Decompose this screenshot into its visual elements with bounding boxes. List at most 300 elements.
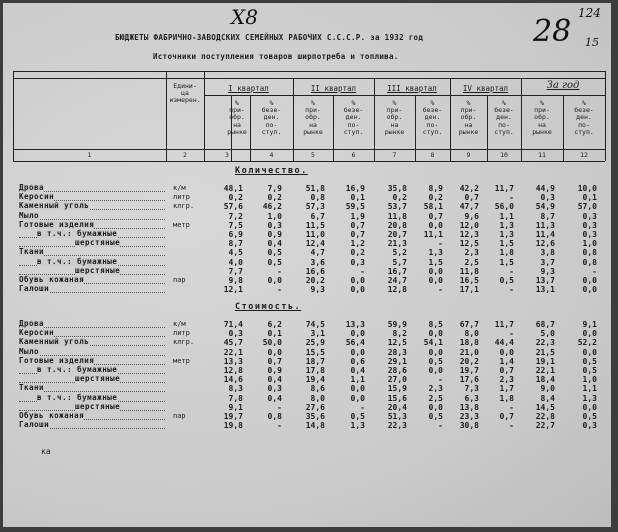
cost-cell: 54,1 xyxy=(423,338,443,348)
quantity-cell: 0,0 xyxy=(428,220,443,230)
quarter-header: II квартал xyxy=(310,84,357,93)
quantity-cell: 0,2 xyxy=(350,248,365,258)
quantity-cell: 5,7 xyxy=(392,257,407,267)
cost-cell: 14,8 xyxy=(305,421,325,431)
quantity-cell: - xyxy=(438,285,443,295)
cost-cell: 19,7 xyxy=(459,366,479,375)
cost-cell: 0,5 xyxy=(582,356,597,366)
cost-cell: 15,6 xyxy=(387,393,407,403)
quantity-cell: 1,0 xyxy=(267,211,282,221)
row-label: Готовые изделия xyxy=(19,219,95,229)
quantity-cell: 0,8 xyxy=(310,193,325,203)
quantity-cell: 16,7 xyxy=(387,266,407,276)
cost-cell: 0,1 xyxy=(267,329,282,339)
row-label: в т.ч.: бумажные xyxy=(37,365,118,374)
quantity-cell: 0,5 xyxy=(267,257,282,267)
quantity-cell: 9,3 xyxy=(540,266,555,276)
quantity-cell: 7,2 xyxy=(228,211,243,221)
quantity-cell: 1,9 xyxy=(350,211,365,221)
row-label: шерстяные xyxy=(75,374,121,384)
quantity-cell: 0,8 xyxy=(582,257,597,267)
column-number: 3 xyxy=(225,151,229,159)
row-unit: к/м xyxy=(173,320,186,328)
cost-cell: 5,0 xyxy=(540,329,555,339)
quantity-cell: 0,3 xyxy=(267,220,282,230)
cost-cell: 9,0 xyxy=(540,384,555,394)
quantity-cell: 11,3 xyxy=(535,220,555,230)
cost-cell: 13,3 xyxy=(223,356,243,366)
row-label: шерстяные xyxy=(75,401,121,411)
quantity-cell: 20,2 xyxy=(305,276,325,285)
cost-cell: 17,8 xyxy=(305,366,325,375)
cost-cell: 1,4 xyxy=(499,356,514,366)
quantity-cell: 0,0 xyxy=(428,266,443,276)
row-unit: клгр. xyxy=(173,202,195,211)
header-bottom-rule xyxy=(13,149,605,150)
cost-cell: 20,4 xyxy=(387,402,407,412)
quantity-cell: 5,2 xyxy=(392,248,407,258)
handwritten-number: 28 xyxy=(533,14,572,49)
quantity-cell: 20,8 xyxy=(387,220,407,230)
cost-cell: 21,5 xyxy=(535,347,555,357)
row-label: в т.ч.: бумажные xyxy=(37,256,118,266)
colnum-bottom-rule xyxy=(13,161,605,162)
row-label: Готовые изделия xyxy=(19,355,95,365)
quantity-cell: 12,3 xyxy=(459,230,479,239)
quantity-cell: 0,0 xyxy=(350,276,365,285)
row-unit: пар xyxy=(173,276,186,284)
cost-cell: 0,0 xyxy=(499,347,514,357)
row-unit: метр xyxy=(173,356,190,365)
quantity-cell: 11,0 xyxy=(305,230,325,239)
cost-cell: - xyxy=(438,375,443,385)
quantity-cell: 0,3 xyxy=(540,193,555,203)
quantity-cell: 1,1 xyxy=(499,211,514,221)
quantity-cell: 1,3 xyxy=(499,230,514,239)
row-unit: метр xyxy=(173,220,190,229)
cost-cell: 0,0 xyxy=(350,347,365,357)
cost-cell: 18,7 xyxy=(305,356,325,366)
cost-cell: - xyxy=(438,421,443,431)
cost-cell: 71,4 xyxy=(223,320,243,329)
column-divider xyxy=(605,71,606,161)
column-number: 12 xyxy=(580,151,588,159)
quantity-cell: 2,3 xyxy=(464,248,479,258)
column-number: 10 xyxy=(500,151,508,159)
cost-cell: 18,4 xyxy=(535,375,555,385)
quantity-cell: 1,8 xyxy=(499,248,514,258)
column-number: 8 xyxy=(430,151,435,159)
quantity-cell: 17,1 xyxy=(459,285,479,295)
free-supply-header: % безе- ден. по- ступ. xyxy=(261,99,282,136)
cost-cell: 0,0 xyxy=(428,329,443,339)
cost-cell: 29,1 xyxy=(387,356,407,366)
cost-cell: 0,0 xyxy=(350,384,365,394)
row-label: Мыло xyxy=(19,210,40,220)
quantity-cell: 54,9 xyxy=(535,202,555,212)
quantity-cell: 51,8 xyxy=(305,184,325,193)
quantity-cell: 0,3 xyxy=(582,230,597,239)
cost-cell: 19,1 xyxy=(535,356,555,366)
market-share-header: % при- обр. на рынке xyxy=(227,99,247,136)
cost-cell: 44,4 xyxy=(494,338,514,348)
cost-cell: 8,0 xyxy=(310,393,325,403)
quantity-cell: - xyxy=(509,266,514,276)
cost-cell: 23,3 xyxy=(459,412,479,421)
document-title: БЮДЖЕТЫ ФАБРИЧНО-ЗАВОДСКИХ СЕМЕЙНЫХ РАБОЧИХ С.С.С.Р. за 1932 год xyxy=(115,33,424,42)
cost-cell: 27,0 xyxy=(387,375,407,385)
cost-cell: 30,8 xyxy=(459,421,479,431)
quantity-cell: 8,7 xyxy=(540,211,555,221)
free-supply-header: % безе- ден. по- ступ. xyxy=(422,99,443,136)
cost-cell: 0,7 xyxy=(499,412,514,421)
quantity-cell: 1,5 xyxy=(499,257,514,267)
cost-cell: 8,5 xyxy=(428,320,443,329)
cost-cell: 59,9 xyxy=(387,320,407,329)
market-share-header: % при- обр. на рынке xyxy=(384,99,405,136)
quantity-cell: 7,9 xyxy=(267,184,282,193)
document-page xyxy=(3,3,611,527)
cost-cell: 22,1 xyxy=(535,366,555,375)
quantity-cell: 9,6 xyxy=(464,211,479,221)
section-cost-title: Стоимость. xyxy=(235,302,302,312)
cost-cell: 0,0 xyxy=(582,402,597,412)
cost-cell: 14,6 xyxy=(223,375,243,385)
unit-column-header: Едини- ца измерен. xyxy=(169,82,201,105)
row-unit: клгр. xyxy=(173,338,195,347)
cost-cell: 0,7 xyxy=(499,366,514,375)
column-divider xyxy=(13,71,14,161)
column-number: 4 xyxy=(269,151,274,159)
handwritten-superscript: 124 xyxy=(578,6,601,20)
cost-cell: 11,7 xyxy=(494,320,514,329)
quantity-cell: 20,7 xyxy=(387,230,407,239)
market-share-header: % при- обр. на рынке xyxy=(458,99,479,136)
cost-cell: 67,7 xyxy=(459,320,479,329)
quantity-cell: 1,5 xyxy=(499,239,514,249)
cost-cell: 74,5 xyxy=(305,320,325,329)
footer-stamp: ка xyxy=(41,447,51,456)
cost-cell: 12,5 xyxy=(387,338,407,348)
quantity-cell: 59,5 xyxy=(345,202,365,212)
cost-cell: 6,2 xyxy=(267,320,282,329)
row-unit: литр xyxy=(173,193,190,202)
quarter-header: I квартал xyxy=(228,84,269,93)
quantity-cell: 0,1 xyxy=(350,193,365,203)
column-number: 7 xyxy=(392,151,397,159)
quantity-cell: 11,1 xyxy=(423,230,443,239)
quantity-cell: 0,4 xyxy=(267,239,282,249)
quantity-cell: 13,7 xyxy=(535,276,555,285)
quantity-cell: 1,3 xyxy=(428,248,443,258)
cost-cell: 0,0 xyxy=(350,329,365,339)
quantity-cell: 44,9 xyxy=(535,184,555,193)
row-label: шерстяные xyxy=(75,265,121,275)
table-top-rule xyxy=(13,71,605,72)
cost-cell: 0,5 xyxy=(350,412,365,421)
quantity-cell: 4,7 xyxy=(310,248,325,258)
cost-cell: 0,0 xyxy=(582,329,597,339)
cost-cell: 0,8 xyxy=(267,412,282,421)
cost-cell: 0,4 xyxy=(267,393,282,403)
cost-cell: 18,8 xyxy=(459,338,479,348)
cost-cell: 0,0 xyxy=(428,366,443,375)
cost-cell: 1,3 xyxy=(582,393,597,403)
quantity-cell: 1,0 xyxy=(582,239,597,249)
quantity-cell: 0,3 xyxy=(582,211,597,221)
cost-cell: - xyxy=(360,402,365,412)
cost-cell: 12,8 xyxy=(223,366,243,375)
cost-cell: 0,3 xyxy=(582,421,597,431)
quantity-cell: 57,6 xyxy=(223,202,243,212)
section-quantity-title: Количество. xyxy=(235,166,308,176)
cost-cell: 27,6 xyxy=(305,402,325,412)
quantity-cell: 8,7 xyxy=(228,239,243,249)
cost-cell: 0,3 xyxy=(228,329,243,339)
cost-cell: 1,3 xyxy=(350,421,365,431)
cost-cell: 45,7 xyxy=(223,338,243,348)
quantity-cell: 0,3 xyxy=(582,220,597,230)
cost-cell: 0,9 xyxy=(267,366,282,375)
row-label: Обувь кожаная xyxy=(19,411,85,420)
market-share-header: % при- обр. на рынке xyxy=(532,99,552,136)
quantity-cell: 57,0 xyxy=(577,202,597,212)
quantity-cell: 12,5 xyxy=(459,239,479,249)
quarter-header: IV квартал xyxy=(462,84,509,93)
free-supply-header: % безе- ден. по- ступ. xyxy=(343,99,364,136)
row-label: Дрова xyxy=(19,183,45,192)
quantity-cell: 0,9 xyxy=(267,230,282,239)
cost-cell: 3,1 xyxy=(310,329,325,339)
cost-cell: 0,5 xyxy=(582,412,597,421)
cost-cell: 7,3 xyxy=(464,384,479,394)
cost-cell: 8,3 xyxy=(228,384,243,394)
cost-cell: 0,0 xyxy=(350,393,365,403)
quantity-cell: 56,0 xyxy=(494,202,514,212)
quantity-cell: 16,5 xyxy=(459,276,479,285)
column-number: 2 xyxy=(183,151,187,159)
cost-cell: 15,9 xyxy=(387,384,407,394)
quantity-cell: 0,3 xyxy=(350,257,365,267)
quantity-cell: 0,2 xyxy=(392,193,407,203)
cost-cell: 0,5 xyxy=(582,366,597,375)
quantity-cell: 42,2 xyxy=(459,184,479,193)
quantity-cell: - xyxy=(438,239,443,249)
quantity-cell: 0,7 xyxy=(350,230,365,239)
handwritten-subscript: 15 xyxy=(585,36,599,49)
quantity-cell: 0,2 xyxy=(428,193,443,203)
quantity-cell: 7,7 xyxy=(228,266,243,276)
row-label: в т.ч.: бумажные xyxy=(37,392,118,402)
cost-cell: 50,0 xyxy=(262,338,282,348)
row-unit: литр xyxy=(173,329,190,338)
quantity-cell: 0,0 xyxy=(582,276,597,285)
cost-cell: - xyxy=(509,402,514,412)
quantity-cell: 16,6 xyxy=(305,266,325,276)
cost-cell: 51,3 xyxy=(387,412,407,421)
cost-cell: 19,7 xyxy=(223,412,243,421)
quantity-cell: 11,4 xyxy=(535,230,555,239)
quantity-cell: 21,3 xyxy=(387,239,407,249)
row-label: в т.ч.: бумажные xyxy=(37,229,118,238)
cost-cell: 0,4 xyxy=(350,366,365,375)
cost-cell: 8,6 xyxy=(310,384,325,394)
cost-cell: 22,1 xyxy=(223,347,243,357)
quarter-rule xyxy=(204,95,605,96)
cost-cell: 2,3 xyxy=(428,384,443,394)
cost-cell: 0,4 xyxy=(267,375,282,385)
quantity-cell: 48,1 xyxy=(223,184,243,193)
quantity-cell: - xyxy=(592,266,597,276)
quantity-cell: 7,5 xyxy=(228,220,243,230)
quantity-cell: 46,2 xyxy=(262,202,282,212)
cost-cell: 2,3 xyxy=(499,375,514,385)
quantity-cell: 11,7 xyxy=(494,184,514,193)
column-number: 1 xyxy=(87,151,92,159)
row-label: Керосин xyxy=(19,328,55,338)
quantity-cell: - xyxy=(360,266,365,276)
cost-cell: 0,0 xyxy=(582,347,597,357)
row-label: Галоши xyxy=(19,284,50,294)
cost-cell: 8,4 xyxy=(540,393,555,403)
quarter-header: III квартал xyxy=(387,84,437,93)
free-supply-header: % безе- ден. по- ступ. xyxy=(574,99,594,136)
cost-cell: 52,2 xyxy=(577,338,597,348)
row-label: Ткани xyxy=(19,383,45,393)
quantity-cell: 9,3 xyxy=(310,285,325,295)
quantity-cell: 57,3 xyxy=(305,202,325,212)
cost-cell: - xyxy=(277,421,282,431)
quantity-cell: 6,9 xyxy=(228,230,243,239)
quantity-cell: 12,0 xyxy=(459,220,479,230)
quantity-cell: 0,7 xyxy=(428,211,443,221)
row-unit: к/м xyxy=(173,184,186,192)
quantity-cell: 2,5 xyxy=(464,257,479,267)
quantity-cell: 3,6 xyxy=(310,257,325,267)
free-supply-header: % безе- ден. по- ступ. xyxy=(494,99,514,136)
handwritten-mark-top: X8 xyxy=(231,5,258,29)
cost-cell: - xyxy=(509,421,514,431)
quantity-cell: 1,5 xyxy=(428,257,443,267)
cost-cell: 7,8 xyxy=(228,393,243,403)
cost-cell: 9,1 xyxy=(228,402,243,412)
cost-cell: 8,0 xyxy=(464,329,479,339)
cost-cell: 0,0 xyxy=(267,347,282,357)
cost-cell: 0,6 xyxy=(350,356,365,366)
cost-cell: 0,7 xyxy=(267,356,282,366)
cost-cell: 19,8 xyxy=(223,421,243,431)
column-number: 9 xyxy=(466,151,471,159)
quantity-cell: 11,8 xyxy=(387,211,407,221)
row-label: Ткани xyxy=(19,247,45,257)
quantity-cell: 3,8 xyxy=(540,248,555,258)
quantity-cell: 47,7 xyxy=(459,202,479,212)
cost-cell: 2,5 xyxy=(428,393,443,403)
row-label: Галоши xyxy=(19,420,50,430)
quantity-cell: 12,1 xyxy=(223,285,243,295)
quantity-cell: 9,8 xyxy=(228,276,243,285)
cost-cell: 19,4 xyxy=(305,375,325,385)
row-label: Керосин xyxy=(19,192,55,202)
cost-cell: 8,2 xyxy=(392,329,407,339)
quantity-cell: 35,8 xyxy=(387,184,407,193)
quantity-cell: 0,0 xyxy=(267,276,282,285)
quantity-cell: - xyxy=(277,285,282,295)
quantity-cell: 11,5 xyxy=(305,220,325,230)
quantity-cell: 58,1 xyxy=(423,202,443,212)
quantity-cell: 0,2 xyxy=(267,193,282,203)
quantity-cell: 24,7 xyxy=(387,276,407,285)
cost-cell: 28,6 xyxy=(387,366,407,375)
cost-cell: 28,3 xyxy=(387,347,407,357)
cost-cell: - xyxy=(509,329,514,339)
market-share-header: % при- обр. на рынке xyxy=(303,99,323,136)
quantity-cell: 0,7 xyxy=(464,193,479,203)
cost-cell: 22,3 xyxy=(387,421,407,431)
cost-cell: - xyxy=(277,402,282,412)
quantity-cell: 1,3 xyxy=(499,220,514,230)
cost-cell: 1,1 xyxy=(582,384,597,394)
cost-cell: 0,3 xyxy=(267,384,282,394)
cost-cell: 1,0 xyxy=(582,375,597,385)
row-unit: пар xyxy=(173,412,186,420)
cost-cell: 0,0 xyxy=(428,402,443,412)
quantity-cell: 0,1 xyxy=(582,193,597,203)
cost-cell: 20,2 xyxy=(459,356,479,366)
quantity-cell: - xyxy=(277,266,282,276)
cost-cell: 0,5 xyxy=(428,356,443,366)
quantity-cell: 0,5 xyxy=(267,248,282,258)
cost-cell: 35,6 xyxy=(305,412,325,421)
column-number: 6 xyxy=(351,151,356,159)
cost-cell: 1,8 xyxy=(499,393,514,403)
cost-cell: 68,7 xyxy=(535,320,555,329)
quantity-cell: 0,0 xyxy=(428,276,443,285)
cost-cell: 9,1 xyxy=(582,320,597,329)
quantity-cell: 53,7 xyxy=(387,202,407,212)
cost-cell: 22,8 xyxy=(535,412,555,421)
quantity-cell: 4,0 xyxy=(228,257,243,267)
cost-cell: 0,0 xyxy=(428,347,443,357)
row-label: шерстяные xyxy=(75,238,121,248)
quantity-cell: 12,8 xyxy=(387,285,407,295)
quantity-cell: 0,7 xyxy=(350,220,365,230)
row-label: Мыло xyxy=(19,346,40,356)
cost-cell: 21,0 xyxy=(459,347,479,357)
quantity-cell: 0,8 xyxy=(582,248,597,258)
quantity-cell: 10,0 xyxy=(577,184,597,193)
cost-cell: 1,1 xyxy=(350,375,365,385)
column-number: 11 xyxy=(538,151,546,159)
quantity-cell: 4,5 xyxy=(228,248,243,258)
cost-cell: 56,4 xyxy=(345,338,365,348)
row-label: Каменный уголь xyxy=(19,337,90,347)
cost-cell: 6,3 xyxy=(464,393,479,403)
quantity-cell: 3,7 xyxy=(540,257,555,267)
row-label: Дрова xyxy=(19,319,45,328)
quantity-cell: 6,7 xyxy=(310,211,325,221)
quantity-cell: 11,8 xyxy=(459,266,479,276)
quantity-cell: 0,5 xyxy=(499,276,514,285)
quantity-cell: - xyxy=(509,193,514,203)
quantity-cell: 0,0 xyxy=(350,285,365,295)
cost-cell: 0,5 xyxy=(428,412,443,421)
quarter-header: За год xyxy=(546,80,580,91)
cost-cell: 15,5 xyxy=(305,347,325,357)
quantity-cell: 0,2 xyxy=(228,193,243,203)
cost-cell: 1,7 xyxy=(499,384,514,394)
quantity-cell: - xyxy=(509,285,514,295)
